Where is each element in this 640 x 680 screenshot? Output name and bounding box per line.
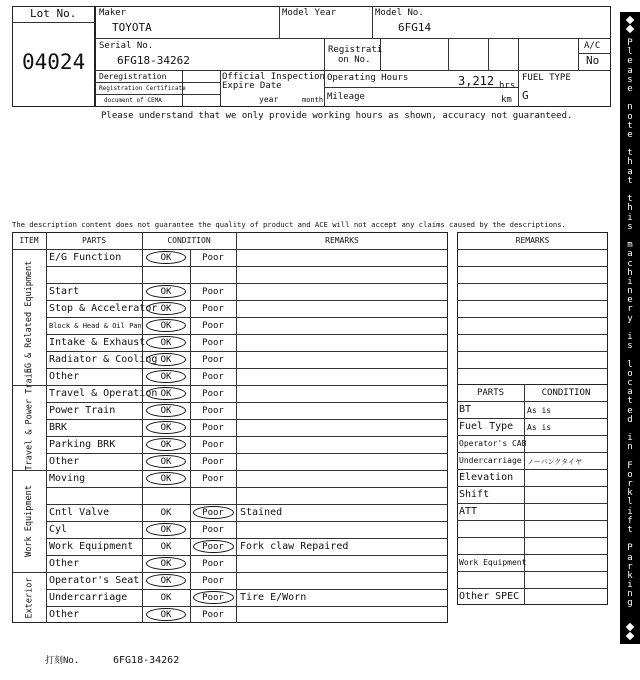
ok-label: OK [160,474,172,484]
ok-circle [146,302,186,315]
ok-label: OK [160,525,172,535]
ok-circle [146,285,186,298]
diamond-icon [626,632,634,640]
mileage-label: Mileage [327,92,365,102]
part-name: Operator's Seat [49,575,140,586]
ok-circle [146,353,186,366]
part-name: Other [49,456,80,467]
right-condition-value: As is [527,423,552,432]
poor-label: Poor [202,559,224,569]
poor-label: Poor [202,440,224,450]
part-name: E/G Function [49,252,122,263]
maker-label: Maker [99,8,127,18]
lot-number: 04024 [22,50,86,74]
side-banner-text [620,38,640,608]
ok-circle [146,370,186,383]
right-condition-header: CONDITION [541,388,591,398]
right-condition-value: ノーパンクタイヤ [527,458,583,466]
diamond-icon [626,623,634,631]
poor-label: Poor [202,576,224,586]
part-name: Intake & Exhaust [49,337,146,348]
diamond-icon [626,16,634,24]
part-name: Other [49,371,80,382]
poor-label: Poor [202,287,224,297]
poor-label: Poor [202,406,224,416]
ok-label: OK [160,559,172,569]
group-label: Work Equipment [24,485,34,557]
ok-label: OK [160,423,172,433]
right-part-name: Shift [459,489,490,500]
part-name: Radiator & Cooling [49,354,158,365]
poor-label: Poor [202,474,224,484]
right-part-name: BT [459,404,472,415]
group-label: Travel & Power Train [24,367,34,470]
right-part-name: Operator's CAB [459,439,527,448]
ok-label: OK [160,576,172,586]
poor-label: Poor [202,610,224,620]
poor-label: Poor [202,253,224,263]
part-name: Cntl Valve [49,507,110,518]
ok-label: OK [160,321,172,331]
poor-label: Poor [202,593,224,603]
poor-label: Poor [202,304,224,314]
ok-label: OK [160,338,172,348]
part-name: Cyl [49,524,68,535]
deregistration-label: Deregistration [99,72,167,81]
diamond-icon [626,25,634,33]
right-parts-header: PARTS [476,388,505,398]
serial-value: 6FG18-34262 [117,54,190,67]
ok-circle [146,574,186,587]
poor-label: Poor [202,338,224,348]
ok-label: OK [160,389,172,399]
ok-circle [146,387,186,400]
ok-circle [146,421,186,434]
right-condition-value: As is [527,406,552,415]
ok-circle [146,455,186,468]
ok-label: OK [160,304,172,314]
operating-hours-label: Operating Hours [327,73,409,83]
maker-value: TOYOTA [112,21,152,34]
ok-label: OK [160,542,172,552]
part-name: Moving [49,473,86,484]
ok-circle [146,336,186,349]
ac-value: No [586,54,600,67]
side-banner [620,12,640,644]
col-condition-header: CONDITION [167,236,211,245]
right-part-name: ATT [459,506,478,517]
remark-text: Fork claw Repaired [240,541,349,552]
registration-label-2: on No. [338,55,371,65]
serial-label: Serial No. [99,41,154,51]
fuel-type-value: G [522,89,529,102]
poor-circle [193,591,234,604]
part-name: Start [49,286,80,297]
stamp-value: 6FG18-34262 [113,655,180,666]
col-remarks-header: REMARKS [325,236,359,245]
poor-label: Poor [202,372,224,382]
side-banner-letters: P l e a s e n o t e t h a t t h i s m a c h i n e r y i s l o c a t e d i n F o r k l i f t P a r k i n g [627,38,633,609]
ok-circle [146,438,186,451]
remark-text: Stained [240,507,283,518]
part-name: BRK [49,422,68,433]
ok-label: OK [160,508,172,518]
part-name: Power Train [49,405,116,416]
ok-label: OK [160,355,172,365]
ok-label: OK [160,440,172,450]
right-part-name: Fuel Type [459,421,514,432]
model-no-value: 6FG14 [398,21,432,34]
hours-note: Please understand that we only provide working hours as shown, accuracy not guaranteed. [101,111,573,121]
right-part-name: Elevation [459,472,514,483]
part-name: Other [49,609,80,620]
ok-label: OK [160,287,172,297]
part-name: Travel & Operation [49,388,158,399]
official-inspection-label-1: Official Inspection [222,72,325,82]
ok-circle [146,608,186,621]
poor-label: Poor [202,355,224,365]
km-label: km [501,95,512,105]
right-part-name: Other SPEC [459,591,520,602]
poor-circle [193,540,234,553]
poor-circle [193,506,234,519]
poor-label: Poor [202,423,224,433]
right-part-name: Undercarriage [459,456,522,465]
poor-label: Poor [202,389,224,399]
remark-text: Tire E/Worn [240,592,307,603]
month-label: month [302,96,324,104]
poor-label: Poor [202,542,224,552]
poor-label: Poor [202,321,224,331]
col-parts-header: PARTS [81,236,107,245]
poor-label: Poor [202,508,224,518]
model-no-label: Model No. [375,8,424,18]
ok-circle [146,404,186,417]
ok-label: OK [160,406,172,416]
ok-label: OK [160,253,172,263]
disclaimer: The description content does not guarantee the quality of product and ACE will not accept any claims caused by the descriptions. [12,220,566,229]
cema-label: document of CEMA [104,97,162,104]
part-name: Block & Head & Oil Pan [49,322,142,330]
ok-circle [146,319,186,332]
part-name: Work Equipment [49,541,134,552]
group-label: Exterior [24,577,34,618]
reg-certificate-label: Registration Certificate [99,85,186,92]
ok-label: OK [160,610,172,620]
col-item-header: ITEM [19,236,39,245]
part-name: Other [49,558,80,569]
part-name: Parking BRK [49,439,116,450]
ok-circle [146,557,186,570]
registration-label-1: Registrati [328,45,383,55]
ok-label: OK [160,372,172,382]
model-year-label: Model Year [282,8,337,18]
group-label: EG & Related Equipment [24,260,34,374]
hrs-label: hrs [499,81,516,91]
official-inspection-label-2: Expire Date [222,81,282,91]
ok-label: OK [160,457,172,467]
poor-label: Poor [202,525,224,535]
part-name: Undercarriage [49,592,128,603]
lot-label: Lot No. [30,7,77,20]
ok-circle [146,251,186,264]
poor-label: Poor [202,457,224,467]
right-part-name: Work Equipment [459,558,527,567]
stamp-label: 打刻No. [45,656,80,666]
ok-circle [146,523,186,536]
right-remarks-header: REMARKS [515,236,550,245]
year-label: year [259,95,279,104]
part-name: Stop & Accelerator [49,303,158,314]
ok-label: OK [160,593,172,603]
ac-label: A/C [584,41,601,51]
operating-hours-value: 3,212 [458,74,495,88]
ok-circle [146,472,186,485]
fuel-type-label: FUEL TYPE [522,73,571,83]
